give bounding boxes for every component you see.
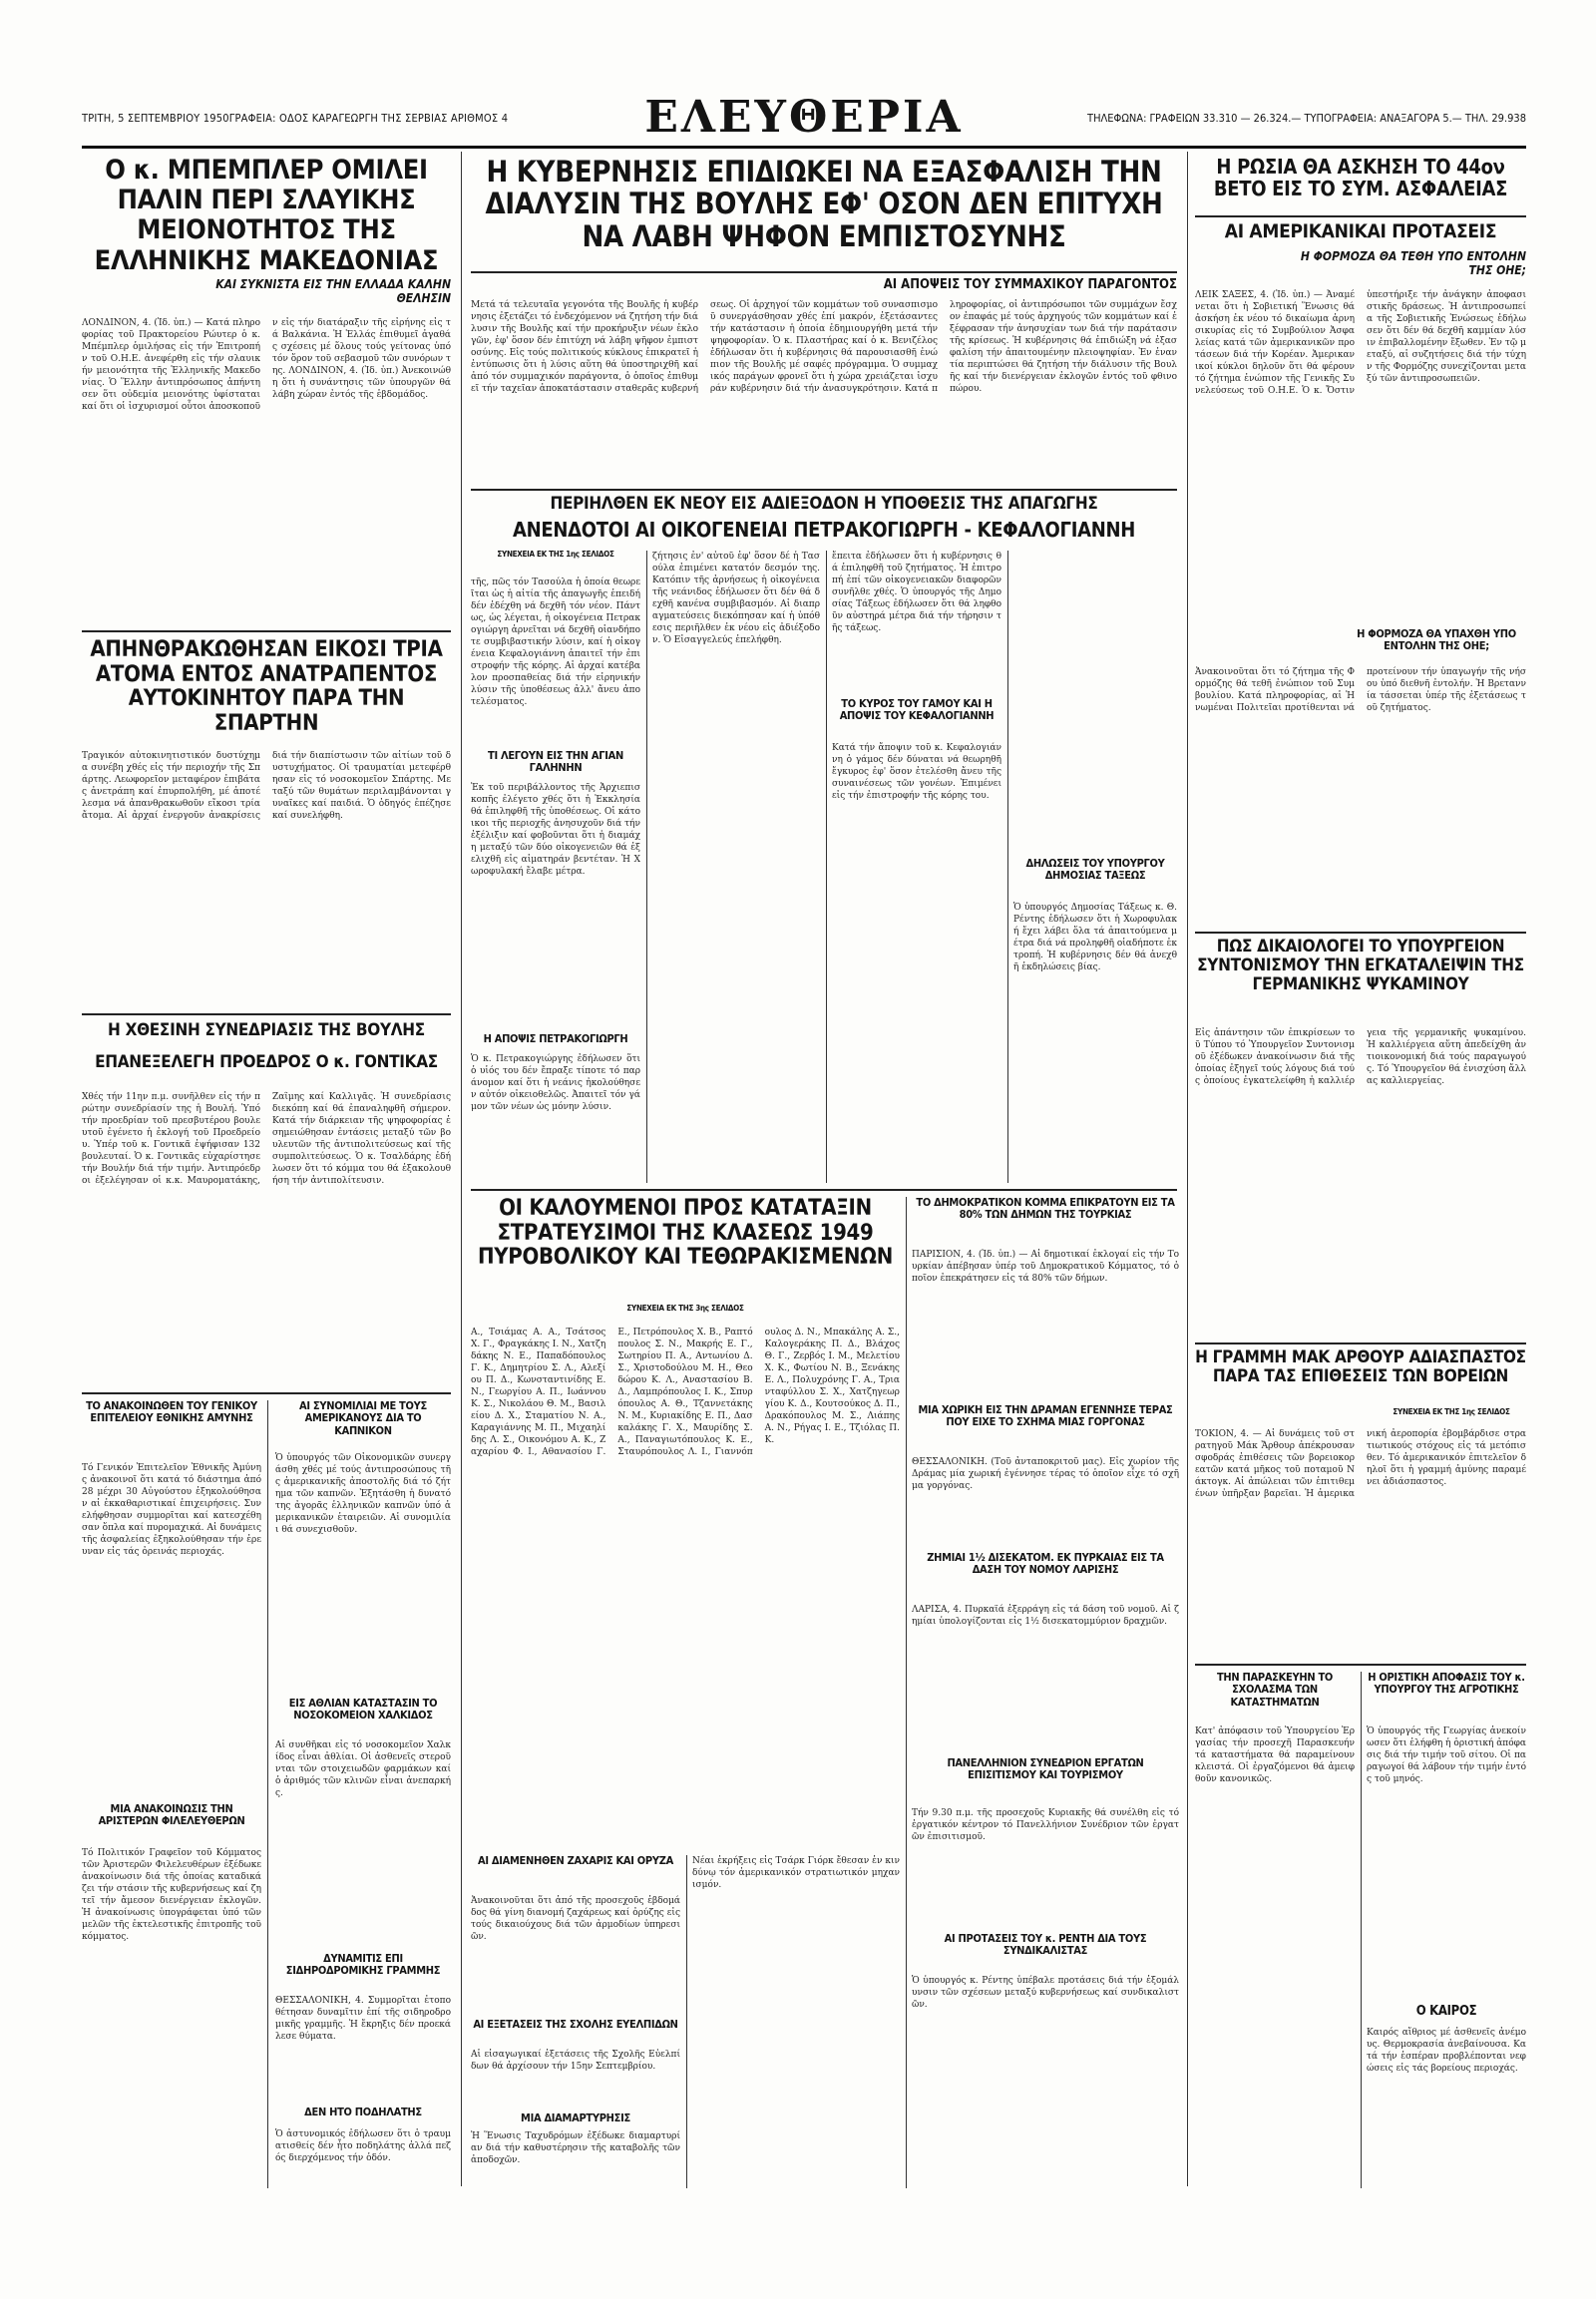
article-body: ΛΟΝΔΙΝΟΝ, 4. (Ἰδ. ὑπ.) — Κατά πληροφορίας τοῦ Πρακτορείου Ρώυτερ ὁ κ. Μπέμπλερ ὁμιλήσας εἰς τήν Ἐπιτροπήν τοῦ Ο.Η.Ε. ἀνεφέρθη εἰς τήν σλαυικήν μειονότητα τῆς Ἑλληνικῆς Μακεδονίας. Ὁ Ἕλλην ἀντιπρόσωπος ἀπήντησεν ὅτι οὐδεμία μειονότης ὑφίσταται καί ὅτι οἱ ἰσχυρισμοί οὗτοι ἀποσκοποῦν εἰς τήν διατάραξιν τῆς εἰρήνης εἰς τά Βαλκάνια. Ἡ Ἑλλάς ἐπιθυμεῖ ἀγαθάς σχέσεις μέ ὅλους τούς γείτονας ὑπό τόν ὅρον τοῦ σεβασμοῦ τῶν συνόρων της. ΛΟΝΔΙΝΟΝ, 4. (Ἰδ. ὑπ.) Ἀνεκοινώθη ὅτι ἡ συνάντησις τῶν ὑπουργῶν θά λάβη χώραν ἐντός τῆς ἑβδομάδος.	[82, 318, 451, 412]
article-body: ΛΑΡΙΣΑ, 4. Πυρκαϊά ἐξερράγη εἰς τά δάση τοῦ νομοῦ. Αἱ ζημίαι ὑπολογίζονται εἰς 1½ δισεκατομμύριον δραχμῶν.	[912, 1605, 1179, 1627]
article-subhead: Η ΦΟΡΜΟΖΑ ΘΑ ΤΕΘΗ ΥΠΟ ΕΝΤΟΛΗΝ ΤΗΣ ΟΗΕ;	[1300, 249, 1526, 278]
column-rule	[686, 1855, 687, 2188]
article-headline: ΑΙ ΔΙΑΜΕΝΗΘΕΝ ΖΑΧΑΡΙΣ ΚΑΙ ΟΡΥΖΑ	[478, 1855, 673, 1867]
article-body: Ὁ ὑπουργός τῆς Γεωργίας ἀνεκοίνωσεν ὅτι ἐλήφθη ἡ ὁριστική ἀπόφασις διά τήν τιμήν τοῦ σίτου. Οἱ παραγωγοί θά λάβουν τήν τιμήν ἐντός τοῦ μηνός.	[1367, 1726, 1526, 1784]
article-body: Νέαι ἐκρήξεις εἰς Τσάρκ Γιόρκ ἔθεσαν ἐν κινδύνῳ τόν ἀμερικανικόν στρατιωτικόν μηχανισμόν.	[692, 1856, 900, 1890]
column-rule	[267, 1400, 268, 2188]
article-body: ΠΑΡΙΣΙΟΝ, 4. (Ἰδ. ὑπ.) — Αἱ δημοτικαί ἐκλογαί εἰς τήν Τουρκίαν ἀπέβησαν ὑπέρ τοῦ Δημοκρατικοῦ Κόμματος, τό ὁποῖον ἐπεκράτησεν εἰς τά 80% τῶν δήμων.	[912, 1250, 1179, 1284]
article-headline: ΟΙ ΚΑΛΟΥΜΕΝΟΙ ΠΡΟΣ ΚΑΤΑΤΑΞΙΝ ΣΤΡΑΤΕΥΣΙΜΟΙ ΤΗΣ ΚΛΑΣΕΩΣ 1949 ΠΥΡΟΒΟΛΙΚΟΥ ΚΑΙ ΤΕΘΩΡΑΚΙΣΜΕΝΩΝ	[478, 1197, 893, 1271]
article-headline: ΑΙ ΕΞΕΤΑΣΕΙΣ ΤΗΣ ΣΧΟΛΗΣ ΕΥΕΛΠΙΔΩΝ	[473, 2019, 678, 2031]
article-subhead: Η ΦΟΡΜΟΖΑ ΘΑ ΥΠΑΧΘΗ ΥΠΟ ΕΝΤΟΛΗΝ ΤΗΣ ΟΗΕ;	[1357, 628, 1516, 653]
column-rule	[461, 152, 462, 2186]
divider	[1195, 1342, 1526, 1344]
article-headline: ΤΟ ΑΝΑΚΟΙΝΩΘΕΝ ΤΟΥ ΓΕΝΙΚΟΥ ΕΠΙΤΕΛΕΙΟΥ ΕΘΝΙΚΗΣ ΑΜΥΝΗΣ	[86, 1400, 257, 1425]
story-body: ζήτησις ἐν' αὐτοῦ ἐφ' ὅσον δέ ἡ Τασούλα ἐπιμένει κατατόν δεσμόν της. Κατόπιν τῆς ἀρνήσεως ἡ οἰκογένεια τῆς νεάνιδος ἐδήλωσεν ὅτι δέν θά δεχθῆ κανένα συμβιβασμόν. Αἱ διαπραγματεύσεις διεκόπησαν καί ἡ ὑπόθεσις περιῆλθεν ἐκ νέου εἰς ἀδιέξοδον. Ὁ Εἰσαγγελεύς ἐπελήφθη.	[652, 552, 820, 645]
divider	[471, 271, 1177, 273]
divider	[471, 489, 1177, 491]
story-body: ἔπειτα ἐδήλωσεν ὅτι ἡ κυβέρνησις θά ἐπιληφθῆ τοῦ ζητήματος. Ἡ ἐπιτροπή ἐπί τῶν οἰκογενειακῶν διαφορῶν συνῆλθε χθές. Ὁ ὑπουργός τῆς Δημοσίας Τάξεως ἐδήλωσεν ὅτι θά ληφθοῦν αὐστηρά μέτρα διά τήν τήρησιν τῆς τάξεως.	[832, 552, 1001, 633]
story-body: Κατά τήν ἄποψιν τοῦ κ. Κεφαλογιάννη ὁ γάμος δέν δύναται νά θεωρηθῆ ἔγκυρος ἐφ' ὅσον ἐτελέσθη ἄνευ τῆς συναινέσεως τῶν γονέων. Ἐπιμένει εἰς τήν ἐπιστροφήν τῆς κόρης του.	[832, 743, 1001, 801]
column-rule	[826, 551, 827, 1183]
article-body: Τραγικόν αὐτοκινητιστικόν δυστύχημα συνέβη χθές εἰς τήν περιοχήν τῆς Σπάρτης. Λεωφορεῖον μεταφέρον ἐπιβάτας ἀνετράπη καί ἐπυρπολήθη, μέ ἀποτέλεσμα νά ἀπανθρακωθοῦν εἴκοσι τρία ἄτομα. Αἱ ἀρχαί ἐνεργοῦν ἀνακρίσεις διά τήν διαπίστωσιν τῶν αἰτίων τοῦ δυστυχήματος. Οἱ τραυματίαι μετεφέρθησαν εἰς τό νοσοκομεῖον Σπάρτης. Μεταξύ τῶν θυμάτων περιλαμβάνονται γυναῖκες καί παιδιά. Ὁ ὁδηγός ἐπέζησε καί συνελήφθη.	[82, 751, 451, 821]
story-banner: ΠΕΡΙΗΛΘΕΝ ΕΚ ΝΕΟΥ ΕΙΣ ΑΔΙΕΞΟΔΟΝ Η ΥΠΟΘΕΣΙΣ ΤΗΣ ΑΠΑΓΩΓΗΣ	[550, 495, 1098, 514]
article-headline: ΜΙΑ ΑΝΑΚΟΙΝΩΣΙΣ ΤΗΝ ΑΡΙΣΤΕΡΩΝ ΦΙΛΕΛΕΥΘΕΡΩΝ	[98, 1803, 245, 1828]
article-headline: ΤΗΝ ΠΑΡΑΣΚΕΥΗΝ ΤΟ ΣΧΟΛΑΣΜΑ ΤΩΝ ΚΑΤΑΣΤΗΜΑΤΩΝ	[1216, 1672, 1334, 1709]
article-body: Καιρός αἴθριος μέ ἀσθενεῖς ἀνέμους. Θερμοκρασία ἀνεβαίνουσα. Κατά τήν ἑσπέραν προβλέπονται νεφώσεις εἰς τάς βορείους περιοχάς.	[1367, 2028, 1526, 2074]
article-headline: Η ΟΡΙΣΤΙΚΗ ΑΠΟΦΑΣΙΣ ΤΟΥ κ. ΥΠΟΥΡΓΟΥ ΤΗΣ ΑΓΡΟΤΙΚΗΣ	[1368, 1672, 1525, 1697]
divider	[82, 1392, 451, 1394]
article-headline: ΑΠΗΝΘΡΑΚΩΘΗΣΑΝ ΕΙΚΟΣΙ ΤΡΙΑ ΑΤΟΜΑ ΕΝΤΟΣ ΑΝΑΤΡΑΠΕΝΤΟΣ ΑΥΤΟΚΙΝΗΤΟΥ ΠΑΡΑ ΤΗΝ ΣΠΑΡΤΗΝ	[90, 638, 443, 736]
article-body: Ὁ ὑπουργός κ. Ρέντης ὑπέβαλε προτάσεις διά τήν ἐξομάλυνσιν τῶν σχέσεων μεταξύ κυβερνήσεως καί συνδικαλιστῶν.	[912, 1976, 1179, 2010]
divider	[82, 630, 451, 632]
continued-note: ΣΥΝΕΧΕΙΑ ΕΚ ΤΗΣ 1ης ΣΕΛΙΔΟΣ	[1393, 1408, 1510, 1416]
story-body: Ἐκ τοῦ περιβάλλοντος τῆς Ἀρχιεπισκοπῆς ἐλέγετο χθές ὅτι ἡ Ἐκκλησία θά ἐπιληφθῆ τῆς ὑποθέσεως. Οἱ κάτοικοι τῆς περιοχῆς ἀνησυχοῦν διά τήν ἐξέλιξιν καί φοβοῦνται ὅτι ἡ διαμάχη μεταξύ τῶν δύο οἰκογενειῶν θά ἐξελιχθῆ εἰς αἱματηράν βεντέταν. Ἡ Χωροφυλακή ἔλαβε μέτρα.	[471, 783, 640, 877]
article-body: Ὁ ἀστυνομικός ἐδήλωσεν ὅτι ὁ τραυματισθείς δέν ἦτο ποδηλάτης ἀλλά πεζός διερχόμενος τήν ὁδόν.	[275, 2129, 451, 2163]
article-headline: ΑΙ ΣΥΝΟΜΙΛΙΑΙ ΜΕ ΤΟΥΣ ΑΜΕΡΙΚΑΝΟΥΣ ΔΙΑ ΤΟ ΚΑΠΝΙΚΟΝ	[299, 1400, 427, 1437]
article-headline: Η ΓΡΑΜΜΗ ΜΑΚ ΑΡΘΟΥΡ ΑΔΙΑΣΠΑΣΤΟΣ ΠΑΡΑ ΤΑΣ ΕΠΙΘΕΣΕΙΣ ΤΩΝ ΒΟΡΕΙΩΝ	[1195, 1348, 1526, 1387]
article-headline: ΔΥΝΑΜΙΤΙΣ ΕΠΙ ΣΙΔΗΡΟΔΡΟΜΙΚΗΣ ΓΡΑΜΜΗΣ	[285, 1953, 441, 1978]
continued-note: ΣΥΝΕΧΕΙΑ ΕΚ ΤΗΣ 1ης ΣΕΛΙΔΟΣ	[497, 551, 614, 559]
article-body: Εἰς ἀπάντησιν τῶν ἐπικρίσεων τοῦ Τύπου τό Ὑπουργεῖον Συντονισμοῦ ἐξέδωκεν ἀνακοίνωσιν διά τῆς ὁποίας ἐξηγεῖ τούς λόγους διά τούς ὁποίους ἐγκατελείφθη ἡ καλλιέργεια τῆς γερμανικῆς ψυκαμίνου. Ἡ καλλιέργεια αὕτη ἀπεδείχθη ἀντιοικονομική διά τούς παραγωγούς. Τό Ὑπουργεῖον θά ἐνισχύση ἄλλας καλλιεργείας.	[1195, 1028, 1526, 1086]
article-headline: ΑΙ ΠΡΟΤΑΣΕΙΣ ΤΟΥ κ. ΡΕΝΤΗ ΔΙΑ ΤΟΥΣ ΣΥΝΔΙΚΑΛΙΣΤΑΣ	[944, 1933, 1147, 1958]
article-headline: ΑΙ ΑΜΕΡΙΚΑΝΙΚΑΙ ΠΡΟΤΑΣΕΙΣ	[1224, 221, 1497, 242]
masthead-phones: ΤΗΛΕΦΩΝΑ: ΓΡΑΦΕΙΩΝ 33.310 — 26.324.— ΤΥΠΟΓΡΑΦΕΙΑ: ΑΝΑΞΑΓΟΡΑ 5.— ΤΗΛ. 29.938	[1087, 112, 1526, 125]
article-headline: ΜΙΑ ΔΙΑΜΑΡΤΥΡΗΣΙΣ	[521, 2112, 630, 2124]
article-body: ΘΕΣΣΑΛΟΝΙΚΗ, 4. Συμμορῖται ἐτοποθέτησαν δυναμῖτιν ἐπί τῆς σιδηροδρομικῆς γραμμῆς. Ἡ ἔκρηξις δέν προεκάλεσε θύματα.	[275, 1996, 451, 2042]
article-body: Τό Γενικόν Ἐπιτελεῖον Ἐθνικῆς Ἀμύνης ἀνακοινοῖ ὅτι κατά τό διάστημα ἀπό 28 μέχρι 30 Αὐγούστου ἐξηκολούθησαν αἱ ἐκκαθαριστικαί ἐπιχειρήσεις. Συνελήφθησαν συμμορῖται καί κατεσχέθησαν ὅπλα καί πυρομαχικά. Αἱ δυνάμεις τῆς ἀσφαλείας ἐξηκολούθησαν τήν ἐρευναν εἰς τάς ὀρεινάς περιοχάς.	[82, 1463, 261, 1557]
column-rule	[1007, 551, 1008, 1183]
article-body: Ὁ ὑπουργός τῶν Οἰκονομικῶν συνεργάσθη χθές μέ τούς ἀντιπροσώπους τῆς ἀμερικανικῆς ἀποστολῆς διά τό ζήτημα τῶν καπνῶν. Ἐξητάσθη ἡ δυνατότης ἀγορᾶς ἑλληνικῶν καπνῶν ὑπό ἀμερικανικῶν ἑταιρειῶν. Αἱ συνομιλίαι θά συνεχισθοῦν.	[275, 1453, 451, 1535]
article-body: Ἡ Ἕνωσις Ταχυδρόμων ἐξέδωκε διαμαρτυρίαν διά τήν καθυστέρησιν τῆς καταβολῆς τῶν ἀποδοχῶν.	[471, 2131, 680, 2165]
divider	[1195, 932, 1526, 934]
article-body: ΛΕΙΚ ΣΑΞΕΣ, 4. (Ἰδ. ὑπ.) — Ἀναμένεται ὅτι ἡ Σοβιετική Ἕνωσις θά ἀσκήση ἐκ νέου τό δικαίωμα ἀρνησικυρίας εἰς τό Συμβούλιον Ἀσφαλείας κατά τῶν ἀμερικανικῶν προτάσεων διά τήν Κορέαν. Ἀμερικανικοί κύκλοι δηλοῦν ὅτι θά φέρουν τό ζήτημα ἐνώπιον τῆς Γενικῆς Συνελεύσεως τοῦ Ο.Η.Ε. Ὁ κ. Ὄστιν ὑπεστήριξε τήν ἀνάγκην ἀποφασιστικῆς δράσεως. Ἡ ἀντιπροσωπεία τῆς Σοβιετικῆς Ἑνώσεως ἐδήλωσεν ὅτι δέν θά δεχθῆ καμμίαν λύσιν ἐπιβαλλομένην ἔξωθεν. Ἐν τῷ μεταξύ, αἱ συζητήσεις διά τήν τύχην τῆς Φορμόζης συνεχίζονται μεταξύ τῶν ἀντιπροσωπειῶν.	[1195, 290, 1526, 396]
article-subhead: ΚΑΙ ΣΥΚΝΙΣΤΑ ΕΙΣ ΤΗΝ ΕΛΛΑΔΑ ΚΑΛΗΝ ΘΕΛΗΣΙΝ	[215, 277, 451, 306]
article-body: Χθές τήν 11ην π.μ. συνῆλθεν εἰς τήν πρώτην συνεδρίασίν της ἡ Βουλή. Ὑπό τήν προεδρίαν τοῦ πρεσβυτέρου βουλευτοῦ ἐγένετο ἡ ἐκλογή τοῦ Προεδρείου. Ὑπέρ τοῦ κ. Γοντικᾶ ἐψήφισαν 132 βουλευταί. Ὁ κ. Γοντικᾶς εὐχαρίστησε τήν Βουλήν διά τήν τιμήν. Ἀντιπρόεδροι ἐξελέγησαν οἱ κ.κ. Μαυροματάκης, Ζαΐμης καί Καλλιγᾶς. Ἡ συνεδρίασις διεκόπη καί θά ἐπαναληφθῆ σήμερον. Κατά τήν διάρκειαν τῆς ψηφοφορίας ἐσημειώθησαν ἐντάσεις μεταξύ τῶν βουλευτῶν τῆς ἀντιπολιτεύσεως καί τῆς συμπολιτεύσεως. Ὁ κ. Τσαλδάρης ἐδήλωσεν ὅτι τό κόμμα του θά ἐξακολουθήση τήν ἀντιπολίτευσιν.	[82, 1092, 451, 1186]
masthead	[82, 92, 1526, 144]
newspaper-title: ΕΛΕΥΘΕΡΙΑ	[644, 92, 964, 143]
story-body: Ὁ ὑπουργός Δημοσίας Τάξεως κ. Θ. Ρέντης ἐδήλωσεν ὅτι ἡ Χωροφυλακή ἔχει λάβει ὅλα τά ἀπαιτούμενα μέτρα διά νά προληφθῆ οἱαδήποτε ἐκτροπή. Ἡ κυβέρνησις δέν θά ἀνεχθῆ ἐκδηλώσεις βίας.	[1013, 903, 1177, 972]
conscript-list: Α., Τσιάμας Α. Α., Τσάτσος Χ. Γ., Φραγκάκης Ι. Ν., Χατζηδάκης Ν. Ε., Παπαδόπουλος Γ. Κ., Δημητρίου Σ. Λ., Αλεξίου Π. Δ., Κωνσταντινίδης Ε. Ν., Γεωργίου Α. Π., Ιωάννου Κ. Σ., Νικολάου Θ. Μ., Βασιλείου Δ. Χ., Σταματίου Ν. Α., Καραγιάννης Μ. Π., Μιχαηλίδης Λ. Σ., Οικονόμου Α. Κ., Ζαχαρίου Φ. Ι., Αθανασίου Γ. Ε., Πετρόπουλος Χ. Β., Ραπτόπουλος Σ. Ν., Μακρής Ε. Γ., Σωτηρίου Π. Α., Αντωνίου Δ. Σ., Χριστοδούλου Μ. Η., Θεοδώρου Κ. Λ., Αναστασίου Β. Δ., Λαμπρόπουλος Ι. Κ., Σπυρόπουλος Α. Θ., Τζαννετάκης Ν. Μ., Κυριακίδης Ε. Π., Δασκαλάκης Γ. Χ., Μαυρίδης Σ. Α., Παναγιωτόπουλος Κ. Ε., Σταυρόπουλος Λ. Ι., Γιαννόπουλος Δ. Ν., Μπακάλης Α. Σ., Καλογεράκης Π. Δ., Βλάχος Θ. Γ., Ζερβός Ι. Μ., Μελετίου Χ. Κ., Φωτίου Ν. Β., Ξενάκης Ε. Λ., Πολυχρόνης Γ. Α., Τριανταφύλλου Σ. Χ., Χατζηγεωργίου Κ. Δ., Κουτσούκος Δ. Π., Δρακόπουλος Μ. Σ., Λιάπης Α. Ν., Ρήγας Ι. Ε., Τζιόλας Π. Κ.	[471, 1328, 900, 1457]
divider	[471, 1189, 1177, 1191]
story-subhead: ΔΗΛΩΣΕΙΣ ΤΟΥ ΥΠΟΥΡΓΟΥ ΔΗΜΟΣΙΑΣ ΤΑΞΕΩΣ	[1025, 858, 1165, 883]
article-body: Ἀνακοινοῦται ὅτι ἀπό τῆς προσεχοῦς ἑβδομάδος θά γίνη διανομή ζαχάρεως καί ὀρύζης εἰς τούς δικαιούχους διά τῶν ἀρμοδίων ὑπηρεσιῶν.	[471, 1896, 680, 1942]
lead-body: Μετά τά τελευταῖα γεγονότα τῆς Βουλῆς ἡ κυβέρνησις ἐξετάζει τό ἐνδεχόμενον νά ζητήση τήν διάλυσιν τῆς Βουλῆς καί τήν προκήρυξιν νέων ἐκλογῶν, ἐφ' ὅσον δέν ἐπιτύχη νά λάβη ψῆφον ἐμπιστοσύνης. Εἰς τούς πολιτικούς κύκλους ἐπικρατεῖ ἡ ἐντύπωσις ὅτι ἡ λύσις αὕτη θά ὑποστηριχθῆ καί ἀπό τόν συμμαχικόν παράγοντα, ὁ ὁποῖος ἐπιθυμεῖ τήν ταχεῖαν ἀποκατάστασιν σταθερᾶς κυβερνήσεως. Οἱ ἀρχηγοί τῶν κομμάτων τοῦ συνασπισμοῦ συνεργάσθησαν χθές ἐπί μακρόν, ἐξετάσαντες τήν κατάστασιν ἡ ὁποία ἐδημιουργήθη μετά τήν ψηφοφορίαν. Ὁ κ. Πλαστήρας καί ὁ κ. Βενιζέλος ἐδήλωσαν ὅτι ἡ κυβέρνησις θά παρουσιασθῆ ἐνώπιον τῆς Βουλῆς μέ σαφές πρόγραμμα. Ὁ συμμαχικός παράγων φρονεῖ ὅτι ἡ χώρα χρειάζεται ἰσχυράν κυβέρνησιν διά τήν ἀνασυγκρότησιν. Κατά πληροφορίας, οἱ ἀντιπρόσωποι τῶν συμμάχων ἔσχον ἐπαφάς μέ τούς ἀρχηγούς τῶν κομμάτων καί ἐξέφρασαν τήν ἀνησυχίαν των διά τήν παράτασιν τῆς κρίσεως. Ἡ κυβέρνησις θά ἐπιδιώξη νά ἐξασφαλίση τήν ἀπαιτουμένην πλειοψηφίαν. Ἐν ἐναντία περιπτώσει θά ζητήση τήν διάλυσιν τῆς Βουλῆς καί τήν διενέργειαν ἐκλογῶν ἐντός τοῦ φθινοπώρου.	[471, 300, 1177, 394]
story-subhead: Η ΑΠΟΨΙΣ ΠΕΤΡΑΚΟΓΙΩΡΓΗ	[483, 1033, 628, 1045]
article-headline: Η ΡΩΣΙΑ ΘΑ ΑΣΚΗΣΗ ΤΟ 44ον ΒΕΤΟ ΕΙΣ ΤΟ ΣΥΜ. ΑΣΦΑΛΕΙΑΣ	[1213, 156, 1508, 201]
article-body: Αἱ εἰσαγωγικαί ἐξετάσεις τῆς Σχολῆς Εὐελπίδων θά ἀρχίσουν τήν 15ην Σεπτεμβρίου.	[471, 2050, 680, 2072]
continued-note: ΣΥΝΕΧΕΙΑ ΕΚ ΤΗΣ 3ης ΣΕΛΙΔΟΣ	[626, 1305, 744, 1313]
divider	[82, 1013, 451, 1015]
article-headline: ΕΙΣ ΑΘΛΙΑΝ ΚΑΤΑΣΤΑΣΙΝ ΤΟ ΝΟΣΟΚΟΜΕΙΟΝ ΧΑΛΚΙΔΟΣ	[288, 1698, 438, 1723]
column-rule	[646, 551, 647, 1183]
article-headline: ΖΗΜΙΑΙ 1½ ΔΙΣΕΚΑΤΟΜ. ΕΚ ΠΥΡΚΑΙΑΣ ΕΙΣ ΤΑ ΔΑΣΗ ΤΟΥ ΝΟΜΟΥ ΛΑΡΙΣΗΣ	[927, 1552, 1164, 1577]
lead-headline: Η ΚΥΒΕΡΝΗΣΙΣ ΕΠΙΔΙΩΚΕΙ ΝΑ ΕΞΑΣΦΑΛΙΣΗ ΤΗΝ ΔΙΑΛΥΣΙΝ ΤΗΣ ΒΟΥΛΗΣ ΕΦ' ΟΣΟΝ ΔΕΝ ΕΠΙΤΥΧΗ ΝΑ ΛΑΒΗ ΨΗΦΟΝ ΕΜΠΙΣΤΟΣΥΝΗΣ	[485, 156, 1163, 253]
column-rule	[1361, 1672, 1362, 2188]
article-body: Αἱ συνθῆκαι εἰς τό νοσοκομεῖον Χαλκίδος εἶναι ἀθλίαι. Οἱ ἀσθενεῖς στεροῦνται τῶν στοιχειωδῶν φαρμάκων καί ὁ ἀριθμός τῶν κλινῶν εἶναι ἀνεπαρκής.	[275, 1740, 451, 1798]
article-headline: ΠΑΝΕΛΛΗΝΙΟΝ ΣΥΝΕΔΡΙΟΝ ΕΡΓΑΤΩΝ ΕΠΙΣΙΤΙΣΜΟΥ ΚΑΙ ΤΟΥΡΙΣΜΟΥ	[947, 1757, 1144, 1782]
article-body: Τήν 9.30 π.μ. τῆς προσεχοῦς Κυριακῆς θά συνέλθη εἰς τό ἐργατικόν κέντρον τό Πανελλήνιον Συνέδριον τῶν ἐργατῶν ἐπισιτισμοῦ.	[912, 1808, 1179, 1842]
masthead-date-address: ΤΡΙΤΗ, 5 ΣΕΠΤΕΜΒΡΙΟΥ 1950ΓΡΑΦΕΙΑ: ΟΔΟΣ ΚΑΡΑΓΕΩΡΓΗ ΤΗΣ ΣΕΡΒΙΑΣ ΑΡΙΘΜΟΣ 4	[82, 112, 509, 125]
article-body: ΘΕΣΣΑΛΟΝΙΚΗ. (Τοῦ ἀνταποκριτοῦ μας). Εἰς χωρίον τῆς Δράμας μία χωρική ἐγέννησε τέρας τό ὁποῖον εἶχε τό σχῆμα γοργόνας.	[912, 1457, 1179, 1491]
divider	[1195, 215, 1526, 217]
article-headline: ΕΠΑΝΕΞΕΛΕΓΗ ΠΡΟΕΔΡΟΣ Ο κ. ΓΟΝΤΙΚΑΣ	[95, 1053, 438, 1072]
column-rule	[1187, 152, 1188, 2186]
article-headline: Ο κ. ΜΠΕΜΠΛΕΡ ΟΜΙΛΕΙ ΠΑΛΙΝ ΠΕΡΙ ΣΛΑΥΙΚΗΣ ΜΕΙΟΝΟΤΗΤΟΣ ΤΗΣ ΕΛΛΗΝΙΚΗΣ ΜΑΚΕΔΟΝΙΑΣ	[94, 156, 439, 271]
article-headline: ΔΕΝ ΗΤΟ ΠΟΔΗΛΑΤΗΣ	[304, 2107, 422, 2118]
story-subhead: ΤΟ ΚΥΡΟΣ ΤΟΥ ΓΑΜΟΥ ΚΑΙ Η ΑΠΟΨΙΣ ΤΟΥ ΚΕΦΑΛΟΓΙΑΝΝΗ	[839, 698, 995, 723]
story-subhead: ΤΙ ΛΕΓΟΥΝ ΕΙΣ ΤΗΝ ΑΓΙΑΝ ΓΑΛΗΝΗΝ	[488, 750, 623, 775]
article-body: ΤΟΚΙΟΝ, 4. — Αἱ δυνάμεις τοῦ στρατηγοῦ Μάκ Ἄρθουρ ἀπέκρουσαν σφοδράς ἐπιθέσεις τῶν βορειοκορεατῶν κατά μῆκος τοῦ ποταμοῦ Νάκτογκ. Αἱ ἀπώλειαι τῶν ἐπιτιθεμένων ὑπῆρξαν βαρεῖαι. Ἡ ἀμερικανική ἀεροπορία ἐβομβάρδισε στρατιωτικούς στόχους εἰς τά μετόπισθεν. Τό ἀμερικανικόν ἐπιτελεῖον δηλοῖ ὅτι ἡ γραμμή ἀμύνης παραμένει ἀδιάσπαστος.	[1195, 1429, 1526, 1499]
lead-subhead: ΑΙ ΑΠΟΨΕΙΣ ΤΟΥ ΣΥΜΜΑΧΙΚΟΥ ΠΑΡΑΓΟΝΤΟΣ	[883, 277, 1177, 292]
article-headline: Η ΧΘΕΣΙΝΗ ΣΥΝΕΔΡΙΑΣΙΣ ΤΗΣ ΒΟΥΛΗΣ	[108, 1021, 425, 1040]
article-body: Ἀνακοινοῦται ὅτι τό ζήτημα τῆς Φορμόζης θά τεθῆ ἐνώπιον τοῦ Συμβουλίου. Κατά πληροφορίας, αἱ Ἡνωμέναι Πολιτεῖαι προτίθενται νά προτείνουν τήν ὑπαγωγήν τῆς νήσου ὑπό διεθνῆ ἐντολήν. Ἡ Βρεταννία τάσσεται ὑπέρ τῆς ἐξετάσεως τοῦ ζητήματος.	[1195, 667, 1526, 713]
article-headline: ΤΟ ΔΗΜΟΚΡΑΤΙΚΟΝ ΚΟΜΜΑ ΕΠΙΚΡΑΤΟΥΝ ΕΙΣ ΤΑ 80% ΤΩΝ ΔΗΜΩΝ ΤΗΣ ΤΟΥΡΚΙΑΣ	[916, 1197, 1175, 1222]
divider	[1195, 1664, 1526, 1666]
story-body: τῆς, πῶς τόν Τασούλα ἡ ὁποία θεωρεῖται ὡς ἡ αἰτία τῆς ἀπαγωγῆς ἐπειδή δέν ἐδέχθη νά δεχθῆ τόν νέον. Πάντως, ὡς λέγεται, ἡ οἰκογένεια Πετρακογιώργη ἀρνεῖται νά δεχθῆ οἱανδήποτε συμβιβαστικήν λύσιν, καί ἡ οἰκογένεια Κεφαλογιάννη ἀπαιτεῖ τήν ἐπιστροφήν τῆς κόρης. Αἱ ἀρχαί κατέβαλον προσπαθείας διά τήν εἰρηνικήν λύσιν τῆς ὑποθέσεως ἀλλ' ἄνευ ἀποτελέσματος.	[471, 577, 640, 707]
story-body: Ὁ κ. Πετρακογιώργης ἐδήλωσεν ὅτι ὁ υἱός του δέν ἔπραξε τίποτε τό παράνομον καί ὅτι ἡ νεάνις ἠκολούθησεν αὐτόν οἰκειοθελῶς. Ἀπαιτεῖ τόν γάμον τῶν νέων ὡς μόνην λύσιν.	[471, 1054, 640, 1112]
article-headline: Ο ΚΑΙΡΟΣ	[1415, 2005, 1477, 2019]
column-rule	[906, 1197, 907, 2188]
article-headline: ΠΩΣ ΔΙΚΑΙΟΛΟΓΕΙ ΤΟ ΥΠΟΥΡΓΕΙΟΝ ΣΥΝΤΟΝΙΣΜΟΥ ΤΗΝ ΕΓΚΑΤΑΛΕΙΨΙΝ ΤΗΣ ΓΕΡΜΑΝΙΚΗΣ ΨΥΚΑΜΙΝΟΥ	[1197, 938, 1524, 995]
masthead-rule	[82, 146, 1526, 149]
article-body: Τό Πολιτικόν Γραφεῖον τοῦ Κόμματος τῶν Ἀριστερῶν Φιλελευθέρων ἐξέδωκε ἀνακοίνωσιν διά τῆς ὁποίας καταδικάζει τήν στάσιν τῆς κυβερνήσεως καί ζητεῖ τήν ἄμεσον διενέργειαν ἐκλογῶν. Ἡ ἀνακοίνωσις ὑπογράφεται ὑπό τῶν μελῶν τῆς ἐκτελεστικῆς ἐπιτροπῆς τοῦ κόμματος.	[82, 1848, 261, 1942]
story-banner: ΑΝΕΝΔΟΤΟΙ ΑΙ ΟΙΚΟΓΕΝΕΙΑΙ ΠΕΤΡΑΚΟΓΙΩΡΓΗ - ΚΕΦΑΛΟΓΙΑΝΝΗ	[512, 519, 1135, 542]
article-body: Κατ' ἀπόφασιν τοῦ Ὑπουργείου Ἐργασίας τήν προσεχῆ Παρασκευήν τά καταστήματα θά παραμείνουν κλειστά. Οἱ ἐργαζόμενοι θά ἀμειφθοῦν κανονικῶς.	[1195, 1726, 1355, 1784]
article-headline: ΜΙΑ ΧΩΡΙΚΗ ΕΙΣ ΤΗΝ ΔΡΑΜΑΝ ΕΓΕΝΝΗΣΕ ΤΕΡΑΣ ΠΟΥ ΕΙΧΕ ΤΟ ΣΧΗΜΑ ΜΙΑΣ ΓΟΡΓΟΝΑΣ	[918, 1404, 1173, 1429]
